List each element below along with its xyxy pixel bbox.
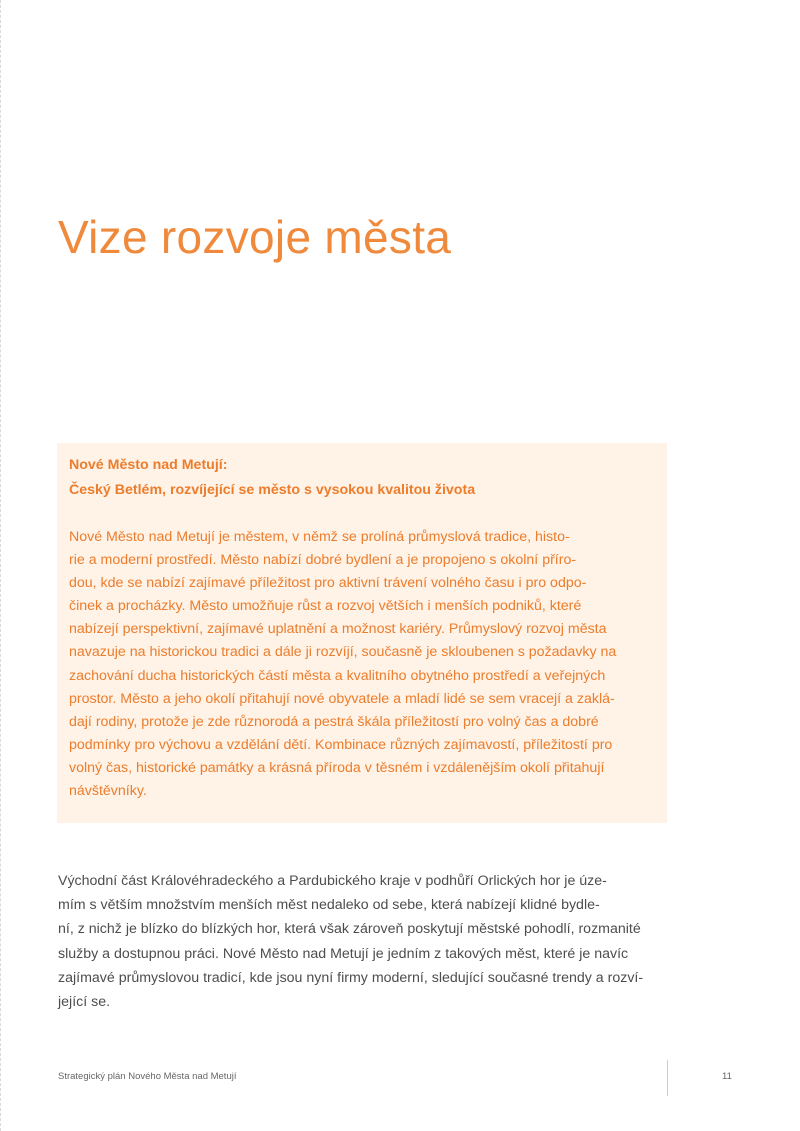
body-text-line: ní, z nichž je blízko do blízkých hor, která však zároveň poskytují městské pohodlí, rozmanité <box>58 921 641 938</box>
page-number: 11 <box>722 1071 732 1082</box>
vision-heading-line-1: Nové Město nad Metují: <box>69 457 228 473</box>
vision-text <box>69 526 655 803</box>
body-text-line: zajímavé průmyslovou tradicí, kde jsou nyní firmy moderní, sledující současné trendy a rozví- <box>58 969 644 986</box>
vision-text-line: prostor. Město a jeho okolí přitahují nové obyvatele a mladí lidé se sem vracejí a zaklá- <box>69 690 615 707</box>
vision-text-line: volný čas, historické památky a krásná příroda v těsném i vzdálenějším okolí přitahují <box>69 759 605 776</box>
vision-text-line: dají rodiny, protože je zde různorodá a pestrá škála příležitostí pro volný čas a dobré <box>69 713 599 730</box>
vision-heading-line-2: Český Betlém, rozvíjející se město s vysokou kvalitou života <box>69 482 476 498</box>
vision-text-line: Nové Město nad Metují je městem, v němž se prolíná průmyslová tradice, histo- <box>69 529 570 545</box>
vision-text-line: rie a moderní prostředí. Město nabízí dobré bydlení a je propojeno s okolní příro- <box>69 552 577 569</box>
body-text-line: mím s větším množstvím menších měst nedaleko od sebe, která nabízejí klidné bydle- <box>58 897 600 914</box>
footer-divider <box>667 1060 668 1096</box>
vision-text-line: nabízejí perspektivní, zajímavé uplatnění a možnost kariéry. Průmyslový rozvoj města <box>69 621 607 638</box>
vision-heading <box>69 453 655 503</box>
vision-text-line: dou, kde se nabízí zajímavé příležitost pro aktivní trávení volného času i pro odpo- <box>69 575 587 592</box>
vision-text-line: podmínky pro výchovu a vzdělání dětí. Kombinace různých zajímavostí, příležitostí pro <box>69 736 613 753</box>
vision-text-line: zachování ducha historických částí města a kvalitního obytného prostředí a veřejných <box>69 667 606 684</box>
footer-document-title: Strategický plán Nového Města nad Metují <box>58 1071 237 1082</box>
vision-text-line: navazuje na historickou tradici a dále ji rozvíjí, současně je skloubenen s požadavky na <box>69 644 617 661</box>
page-title: Vize rozvoje města <box>58 211 452 263</box>
vision-text-line: návštěvníky. <box>69 783 147 800</box>
vision-text-line: činek a procházky. Město umožňuje růst a rozvoj větších i menších podniků, které <box>69 598 582 615</box>
body-text-line: služby a dostupnou práci. Nové Město nad Metují je jedním z takových měst, které je navíc <box>58 945 629 962</box>
body-text-line: Východní část Královéhradeckého a Pardubického kraje v podhůří Orlických hor je úze- <box>58 873 607 889</box>
body-text-line: jející se. <box>58 994 111 1011</box>
vision-box <box>57 443 667 823</box>
body-paragraph <box>58 869 643 1014</box>
page-edge <box>0 0 3 1131</box>
